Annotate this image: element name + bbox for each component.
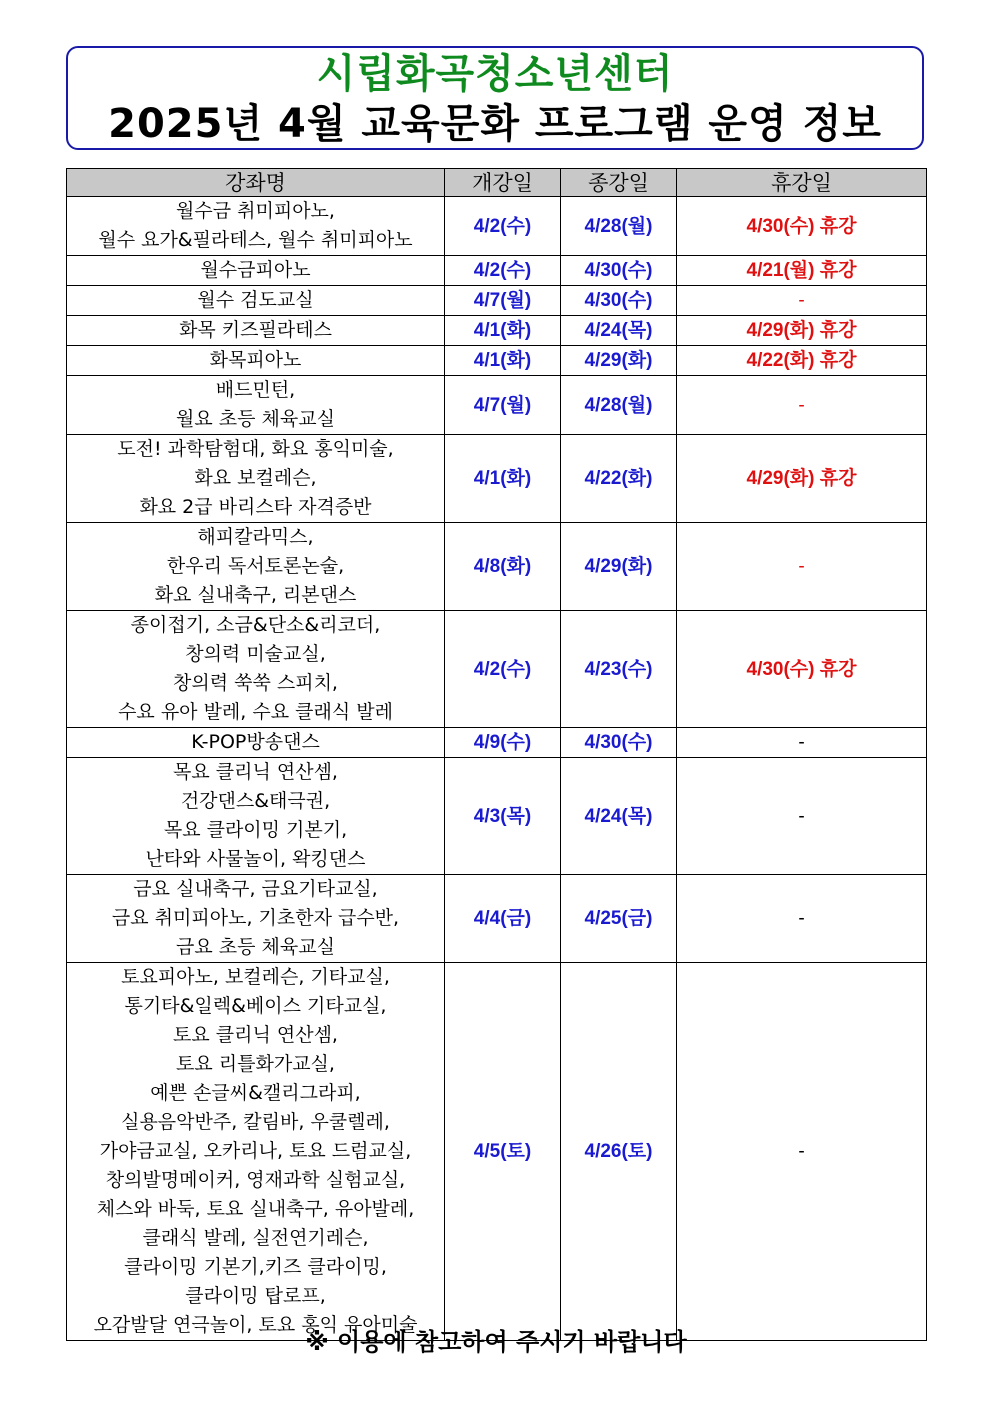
course-line: 체스와 바둑, 토요 실내축구, 유아발레, (96, 1198, 415, 1220)
course-cell (67, 346, 445, 376)
end-date: 4/23(수) (561, 611, 677, 728)
column-header-end: 종강일 (561, 169, 677, 197)
course-cell (67, 611, 445, 728)
course-line: K-POP방송댄스 (191, 731, 320, 753)
course-line: 실용음악반주, 칼림바, 우쿨렐레, (121, 1111, 390, 1133)
course-line: 통기타&일렉&베이스 기타교실, (124, 995, 387, 1017)
holiday-cell: 4/30(수) 휴강 (677, 611, 927, 728)
end-date: 4/22(화) (561, 435, 677, 523)
holiday-cell: - (677, 376, 927, 435)
course-cell (67, 256, 445, 286)
course-line: 클라이밍 탑로프, (185, 1285, 326, 1307)
table-row (67, 197, 927, 256)
course-cell (67, 286, 445, 316)
course-line: 오감발달 연극놀이, 토요 홍익 유아미술 (93, 1314, 418, 1336)
course-line: 토요 클리닉 연산셈, (173, 1024, 338, 1046)
course-line: 한우리 독서토론논술, (166, 555, 345, 577)
table-row (67, 963, 927, 1341)
course-line: 창의력 쑥쑥 스피치, (173, 672, 338, 694)
holiday-cell: - (677, 758, 927, 875)
start-date: 4/2(수) (445, 256, 561, 286)
course-line: 도전! 과학탐험대, 화요 홍익미술, (117, 438, 394, 460)
end-date: 4/28(월) (561, 197, 677, 256)
course-line: 월수금 취미피아노, (176, 200, 335, 222)
start-date: 4/3(목) (445, 758, 561, 875)
start-date: 4/2(수) (445, 197, 561, 256)
holiday-cell: - (677, 523, 927, 611)
course-cell (67, 875, 445, 963)
course-line: 금요 초등 체육교실 (176, 936, 335, 958)
course-line: 창의력 미술교실, (185, 643, 326, 665)
start-date: 4/5(토) (445, 963, 561, 1341)
holiday-cell: - (677, 728, 927, 758)
course-cell (67, 435, 445, 523)
course-cell (67, 316, 445, 346)
start-date: 4/9(수) (445, 728, 561, 758)
course-line: 금요 취미피아노, 기초한자 급수반, (111, 907, 400, 929)
course-line: 예쁜 손글씨&캘리그라피, (150, 1082, 361, 1104)
course-cell (67, 963, 445, 1341)
course-line: 화요 보컬레슨, (194, 467, 317, 489)
course-line: 화요 2급 바리스타 자격증반 (139, 496, 372, 518)
course-cell (67, 523, 445, 611)
course-line: 화목 키즈필라테스 (179, 319, 332, 341)
start-date: 4/4(금) (445, 875, 561, 963)
footer-note: ※ 이용에 참고하여 주시기 바랍니다 (305, 1328, 687, 1356)
end-date: 4/30(수) (561, 728, 677, 758)
table-row (67, 376, 927, 435)
start-date: 4/1(화) (445, 435, 561, 523)
holiday-cell: - (677, 286, 927, 316)
course-line: 토요피아노, 보컬레슨, 기타교실, (121, 966, 390, 988)
page-title: 2025년 4월 교육문화 프로그램 운영 정보 (108, 101, 882, 147)
course-line: 건강댄스&태극권, (180, 790, 331, 812)
course-line: 월요 초등 체육교실 (176, 408, 335, 430)
holiday-cell: - (677, 875, 927, 963)
end-date: 4/24(목) (561, 316, 677, 346)
title-box (66, 46, 924, 150)
column-header-start: 개강일 (445, 169, 561, 197)
course-line: 월수 요가&필라테스, 월수 취미피아노 (98, 229, 413, 251)
holiday-cell: - (677, 963, 927, 1341)
end-date: 4/30(수) (561, 286, 677, 316)
table-row (67, 523, 927, 611)
course-cell (67, 728, 445, 758)
course-line: 월수 검도교실 (197, 289, 314, 311)
start-date: 4/8(화) (445, 523, 561, 611)
holiday-cell: 4/22(화) 휴강 (677, 346, 927, 376)
table-row (67, 435, 927, 523)
course-line: 난타와 사물놀이, 왁킹댄스 (145, 848, 366, 870)
course-line: 토요 리틀화가교실, (176, 1053, 335, 1075)
start-date: 4/7(월) (445, 376, 561, 435)
end-date: 4/26(토) (561, 963, 677, 1341)
course-line: 해피칼라믹스, (197, 526, 314, 548)
table-row (67, 758, 927, 875)
table-row (67, 728, 927, 758)
holiday-cell: 4/30(수) 휴강 (677, 197, 927, 256)
course-line: 창의발명메이커, 영재과학 실험교실, (105, 1169, 406, 1191)
course-line: 클래식 발레, 실전연기레슨, (142, 1227, 369, 1249)
course-line: 배드민턴, (215, 379, 296, 401)
start-date: 4/7(월) (445, 286, 561, 316)
end-date: 4/28(월) (561, 376, 677, 435)
table-row (67, 346, 927, 376)
end-date: 4/30(수) (561, 256, 677, 286)
holiday-cell: 4/29(화) 휴강 (677, 435, 927, 523)
course-line: 화목피아노 (209, 349, 302, 371)
end-date: 4/29(화) (561, 346, 677, 376)
table-row (67, 286, 927, 316)
column-header-course: 강좌명 (67, 169, 445, 197)
end-date: 4/29(화) (561, 523, 677, 611)
course-cell (67, 376, 445, 435)
table-header-row (67, 169, 927, 197)
course-line: 금요 실내축구, 금요기타교실, (133, 878, 378, 900)
center-name: 시립화곡청소년센터 (316, 51, 674, 97)
course-line: 목요 클라이밍 기본기, (163, 819, 348, 841)
table-row (67, 611, 927, 728)
table-row (67, 316, 927, 346)
start-date: 4/1(화) (445, 316, 561, 346)
course-cell (67, 197, 445, 256)
column-header-holiday: 휴강일 (677, 169, 927, 197)
holiday-cell: 4/21(월) 휴강 (677, 256, 927, 286)
course-line: 목요 클리닉 연산셈, (173, 761, 338, 783)
course-line: 종이접기, 소금&단소&리코더, (130, 614, 381, 636)
course-line: 월수금피아노 (200, 259, 311, 281)
course-line: 클라이밍 기본기,키즈 클라이밍, (124, 1256, 387, 1278)
start-date: 4/2(수) (445, 611, 561, 728)
schedule-table (66, 168, 927, 1341)
table-row (67, 875, 927, 963)
course-cell (67, 758, 445, 875)
end-date: 4/24(목) (561, 758, 677, 875)
course-line: 화요 실내축구, 리본댄스 (154, 584, 357, 606)
course-line: 수요 유아 발레, 수요 클래식 발레 (118, 701, 393, 723)
start-date: 4/1(화) (445, 346, 561, 376)
table-row (67, 256, 927, 286)
course-line: 가야금교실, 오카리나, 토요 드럼교실, (99, 1140, 412, 1162)
end-date: 4/25(금) (561, 875, 677, 963)
holiday-cell: 4/29(화) 휴강 (677, 316, 927, 346)
